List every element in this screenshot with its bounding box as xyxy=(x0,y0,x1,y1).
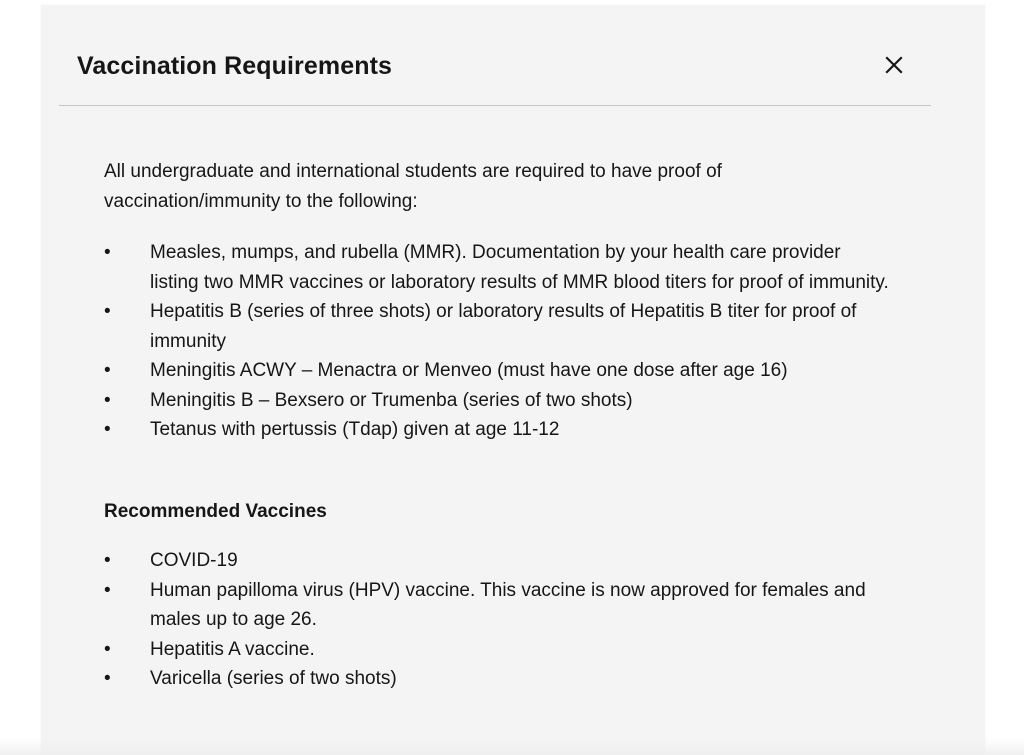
list-item-text: COVID-19 xyxy=(150,550,238,571)
scroll-fade xyxy=(0,738,1024,755)
list-item-text: Hepatitis B (series of three shots) or laboratory results of Hepatitis B titer for proof of immunity xyxy=(150,301,857,352)
list-item-text: Meningitis B – Bexsero or Trumenba (series of two shots) xyxy=(150,389,633,411)
bullet: • xyxy=(104,360,111,381)
modal-body xyxy=(104,157,894,694)
modal-title: Vaccination Requirements xyxy=(77,52,392,80)
list-item-text: Hepatitis A vaccine. xyxy=(150,638,315,660)
bullet: • xyxy=(104,301,111,322)
list-item xyxy=(104,415,894,445)
bullet: • xyxy=(104,242,111,263)
bullet: • xyxy=(104,550,111,571)
recommended-heading: Recommended Vaccines xyxy=(104,500,327,522)
required-intro: All undergraduate and international students are required to have proof of vaccination/immunity to the following: xyxy=(104,161,722,212)
close-button[interactable] xyxy=(878,49,910,81)
list-item xyxy=(104,238,894,297)
modal-header xyxy=(59,5,931,106)
close-icon xyxy=(884,55,904,75)
recommended-vaccine-list xyxy=(104,546,894,694)
list-item xyxy=(104,664,894,694)
bullet: • xyxy=(104,419,111,440)
list-item xyxy=(104,297,894,356)
bullet: • xyxy=(104,389,111,411)
list-item-text: Measles, mumps, and rubella (MMR). Documentation by your health care provider listing two MMR vaccines or laboratory results of MMR blood titers for proof of immunity. xyxy=(150,242,889,293)
list-item xyxy=(104,386,894,416)
vaccination-modal xyxy=(41,5,985,755)
list-item-text: Meningitis ACWY – Menactra or Menveo (must have one dose after age 16) xyxy=(150,360,788,381)
list-item xyxy=(104,576,894,635)
bullet: • xyxy=(104,638,111,660)
bullet: • xyxy=(104,579,111,601)
list-item-text: Human papilloma virus (HPV) vaccine. This vaccine is now approved for females and males up to age 26. xyxy=(150,579,866,630)
bullet: • xyxy=(104,668,111,689)
list-item-text: Tetanus with pertussis (Tdap) given at age 11-12 xyxy=(150,419,560,440)
list-item xyxy=(104,546,894,576)
list-item xyxy=(104,356,894,386)
list-item xyxy=(104,635,894,665)
list-item-text: Varicella (series of two shots) xyxy=(150,668,397,689)
required-vaccine-list xyxy=(104,238,894,445)
